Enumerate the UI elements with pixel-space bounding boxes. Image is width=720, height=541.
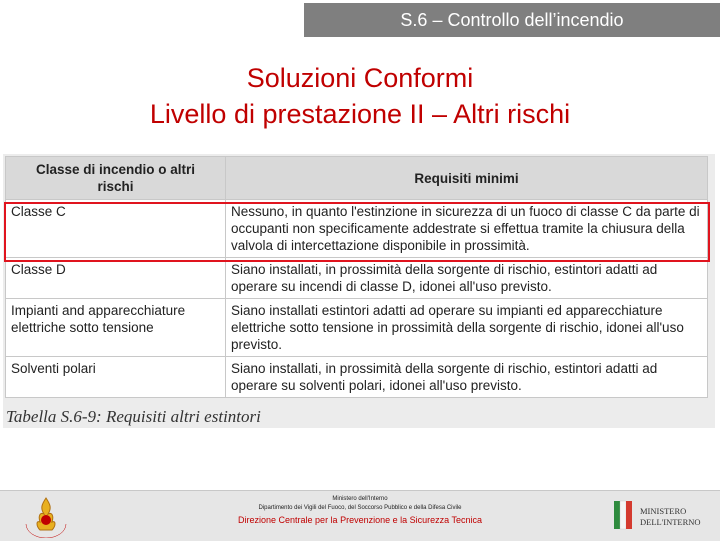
row-classe: Classe C — [6, 200, 226, 258]
table-figure — [3, 154, 715, 428]
row-requisiti: Nessuno, in quanto l'estinzione in sicurezza di un fuoco di classe C da parte di occupanti non specificamente addestrate si effettua tramite la chiusura della valvola di intercettazione disponibile in prossimità. — [226, 200, 708, 258]
highlight-frame — [4, 202, 710, 262]
ministero-interno-logo — [612, 497, 716, 533]
footer-direction: Direzione Centrale per la Prevenzione e la Sicurezza Tecnica — [238, 515, 482, 525]
header-classe: Classe di incendio o altri rischi — [6, 157, 226, 200]
table-row — [6, 357, 708, 398]
table-row — [6, 299, 708, 357]
table-caption: Tabella S.6-9: Requisiti altri estintori — [6, 407, 261, 426]
row-requisiti: Siano installati, in prossimità della sorgente di rischio, estintori adatti ad operare su solventi polari, idonei all'uso previsto. — [226, 357, 708, 398]
footer-text — [200, 495, 520, 527]
title-line-2: Livello di prestazione II – Altri rischi — [149, 99, 571, 129]
section-title: S.6 – Controllo dell’incendio — [400, 9, 624, 30]
vigili-del-fuoco-logo — [22, 494, 70, 538]
row-classe: Solventi polari — [6, 357, 226, 398]
row-requisiti: Siano installati, in prossimità della sorgente di rischio, estintori adatti ad operare su incendi di classe D, idonei all'uso previsto. — [226, 258, 708, 299]
footer-department: Dipartimento dei Vigili del Fuoco, del Soccorso Pubblico e della Difesa Civile — [258, 505, 462, 511]
logo-right-line1: MINISTERO — [640, 506, 687, 516]
title-line-1: Soluzioni Conformi — [246, 63, 474, 93]
slide-title — [0, 60, 720, 132]
requirements-table — [5, 156, 708, 398]
header-requisiti: Requisiti minimi — [226, 157, 708, 200]
table-row — [6, 258, 708, 299]
logo-right-line2: DELL'INTERNO — [640, 517, 701, 527]
table-header-row — [6, 157, 708, 200]
row-requisiti: Siano installati estintori adatti ad operare su impianti ed apparecchiature elettriche sotto tensione in prossimità della sorgente di rischio, idonei all'uso previsto. — [226, 299, 708, 357]
footer-ministry: Ministero dell'Interno — [332, 496, 388, 502]
row-classe: Classe D — [6, 258, 226, 299]
row-classe: Impianti and apparecchiature elettriche sotto tensione — [6, 299, 226, 357]
section-header-bar — [304, 3, 720, 37]
